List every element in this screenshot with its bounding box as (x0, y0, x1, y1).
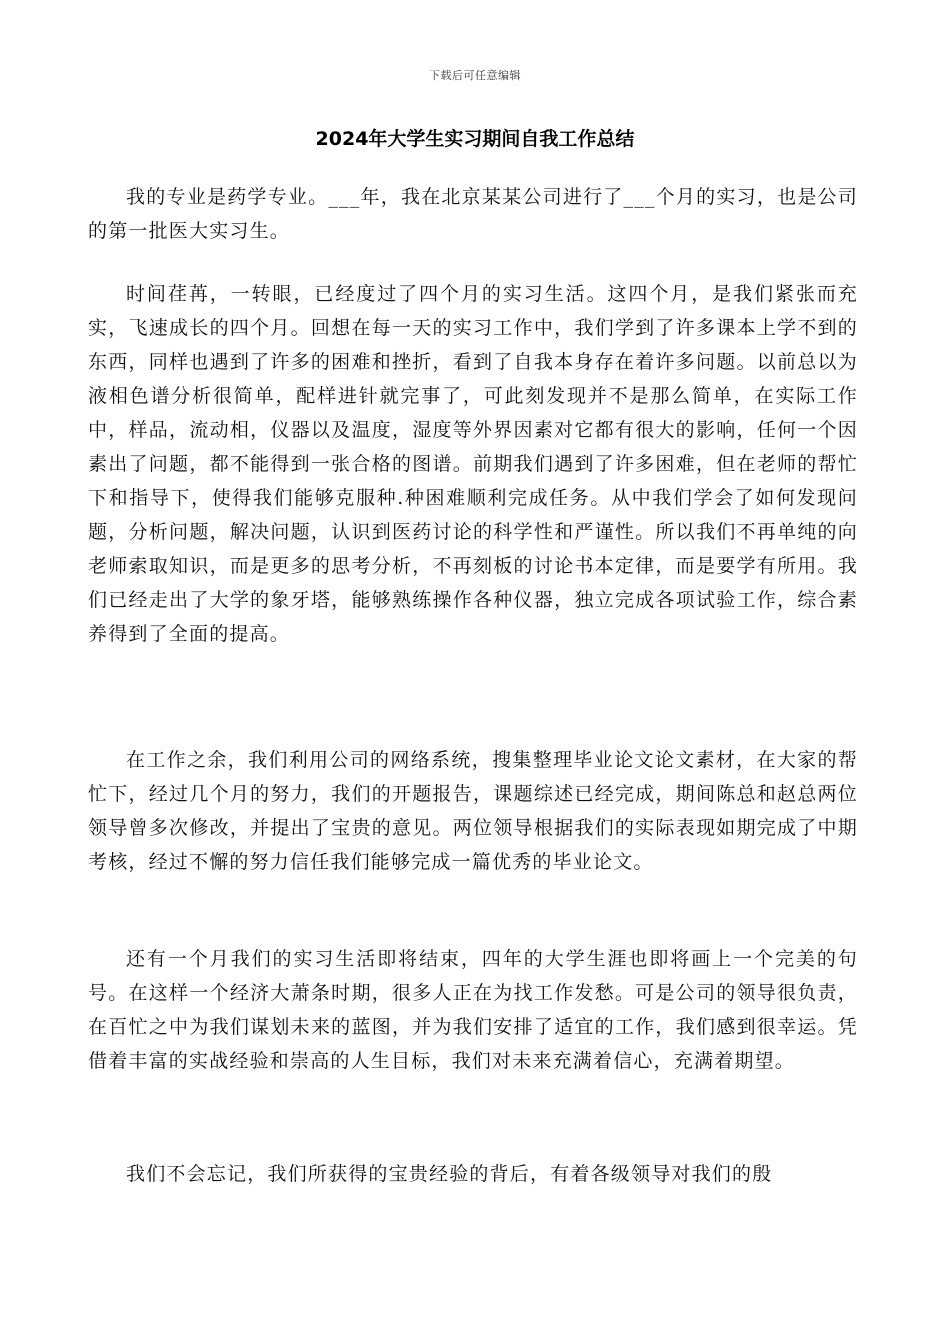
paragraph-text: 我们不会忘记，我们所获得的宝贵经验的背后，有着各级领导对我们的殷 (126, 1163, 773, 1185)
paragraph-1 (88, 180, 858, 248)
document-title: 2024年大学生实习期间自我工作总结 (315, 128, 635, 150)
paragraph-5 (88, 1157, 858, 1191)
paragraph-text: 在工作之余，我们利用公司的网络系统，搜集整理毕业论文论文素材，在大家的帮忙下，经过几个月的努力，我们的开题报告，课题综述已经完成，期间陈总和赵总两位领导曾多次修改，并提出了宝贵的意见。两位领导根据我们的实际表现如期完成了中期考核，经过不懈的努力信任我们能够完成一篇优秀的毕业论文。 (88, 749, 858, 873)
paragraph-3 (88, 743, 858, 879)
paragraph-2 (88, 277, 858, 651)
paragraph-text: 还有一个月我们的实习生活即将结束，四年的大学生涯也即将画上一个完美的句号。在这样一个经济大萧条时期，很多人正在为找工作发愁。可是公司的领导很负责，在百忙之中为我们谋划未来的蓝图，并为我们安排了适宜的工作，我们感到很幸运。凭借着丰富的实战经验和崇高的人生目标，我们对未来充满着信心，充满着期望。 (88, 948, 858, 1072)
paragraph-4 (88, 942, 858, 1078)
header-note: 下载后可任意编辑 (429, 69, 521, 82)
paragraph-text: 我的专业是药学专业。___年，我在北京某某公司进行了___个月的实习，也是公司的第一批医大实习生。 (88, 186, 858, 242)
paragraph-text: 时间荏苒，一转眼，已经度过了四个月的实习生活。这四个月，是我们紧张而充实，飞速成长的四个月。回想在每一天的实习工作中，我们学到了许多课本上学不到的东西，同样也遇到了许多的困难和挫折，看到了自我本身存在着许多问题。以前总以为液相色谱分析很简单，配样进针就完事了，可此刻发现并不是那么简单，在实际工作中，样品，流动相，仪器以及温度，湿度等外界因素对它都有很大的影响，任何一个因素出了问题，都不能得到一张合格的图谱。前期我们遇到了许多困难，但在老师的帮忙下和指导下，使得我们能够克服种.种困难顺利完成任务。从中我们学会了如何发现问题，分析问题，解决问题，认识到医药讨论的科学性和严谨性。所以我们不再单纯的向老师索取知识，而是更多的思考分析，不再刻板的讨论书本定律，而是要学有所用。我们已经走出了大学的象牙塔，能够熟练操作各种仪器，独立完成各项试验工作，综合素养得到了全面的提高。 (88, 283, 858, 645)
